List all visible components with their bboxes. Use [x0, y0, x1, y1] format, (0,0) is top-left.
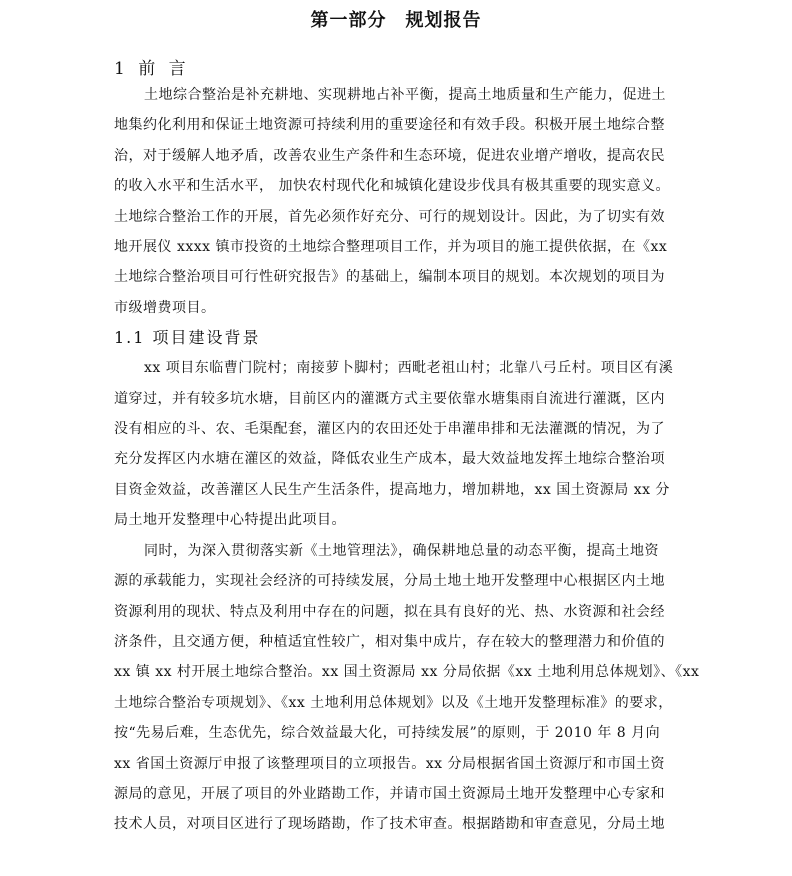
text-line: 土地综合整治是补充耕地、实现耕地占补平衡，提高土地质量和生产能力，促进土 [144, 87, 666, 103]
text-line: 按“先易后难，生态优先，综合效益最大化，可持续发展”的原则，于 2010 年 8 月向 [114, 725, 661, 742]
preface-paragraph [114, 80, 718, 323]
text-line: 地集约化利用和保证土地资源可持续利用的重要途径和有效手段。积极开展土地综合整 [114, 117, 665, 134]
text-line: 治，对于缓解人地矛盾，改善农业生产条件和生态环境，促进农业增产增收，提高农民 [114, 147, 665, 164]
text-line: 地开展仪 xxxx 镇市投资的土地综合整理项目工作，并为项目的施工提供依据，在《xx [114, 239, 668, 256]
background-paragraph-2 [114, 536, 718, 840]
text-line: xx 镇 xx 村开展土地综合整治。xx 国土资源局 xx 分局依据《xx 土地利用总体规划》、《xx [114, 664, 700, 681]
text-line: 土地综合整治项目可行性研究报告》的基础上，编制本项目的规划。本次规划的项目为 [114, 269, 665, 286]
text-line: 土地综合整治专项规划》、《xx 土地利用总体规划》以及《土地开发整理标准》的要求， [114, 694, 673, 711]
text-line: 局土地开发整理中心特提出此项目。 [114, 512, 346, 529]
text-line: 的收入水平和生活水平， 加快农村现代化和城镇化建设步伐具有极其重要的现实意义。 [114, 178, 670, 195]
text-line: 土地综合整治工作的开展，首先必须作好充分、可行的规划设计。因此，为了切实有效 [114, 208, 665, 225]
section-heading-preface: 1 前 言 [114, 59, 190, 79]
text-line: xx 省国土资源厅申报了该整理项目的立项报告。xx 分局根据省国土资源厅和市国土资 [114, 755, 665, 772]
background-paragraph-1 [114, 353, 718, 535]
text-line: 源的承载能力，实现社会经济的可持续发展，分局土地土地开发整理中心根据区内土地 [114, 573, 665, 590]
section-heading-background: 1.1 项目建设背景 [114, 328, 261, 348]
text-line: 资源利用的现状、特点及利用中存在的问题，拟在具有良好的光、热、水资源和社会经 [114, 603, 665, 620]
text-line: 目资金效益，改善灌区人民生产生活条件，提高地力，增加耕地，xx 国土资源局 xx 分 [114, 481, 670, 498]
text-line: 没有相应的斗、农、毛渠配套，灌区内的农田还处于串灌串排和无法灌溉的情况，为了 [114, 421, 665, 438]
text-line: 道穿过，并有较多坑水塘，目前区内的灌溉方式主要依靠水塘集雨自流进行灌溉，区内 [114, 390, 665, 407]
text-line: xx 项目东临曹门院村；南接萝卜脚村；西毗老祖山村；北靠八弓丘村。项目区有溪 [144, 360, 674, 377]
text-line: 充分发挥区内水塘在灌区的效益，降低农业生产成本，最大效益地发挥土地综合整治项 [114, 451, 665, 468]
text-line: 济条件，且交通方便，种植适宜性较广，相对集中成片，存在较大的整理潜力和价值的 [114, 633, 665, 650]
text-line: 技术人员，对项目区进行了现场踏勘，作了技术审查。根据踏勘和审查意见，分局土地 [114, 816, 665, 833]
part-title: 第一部分 规划报告 [310, 10, 482, 31]
text-line: 源局的意见，开展了项目的外业踏勘工作，并请市国土资源局土地开发整理中心专家和 [114, 785, 665, 802]
text-line: 同时，为深入贯彻落实新《土地管理法》，确保耕地总量的动态平衡，提高土地资 [144, 542, 659, 559]
text-line: 市级增费项目。 [114, 299, 216, 316]
